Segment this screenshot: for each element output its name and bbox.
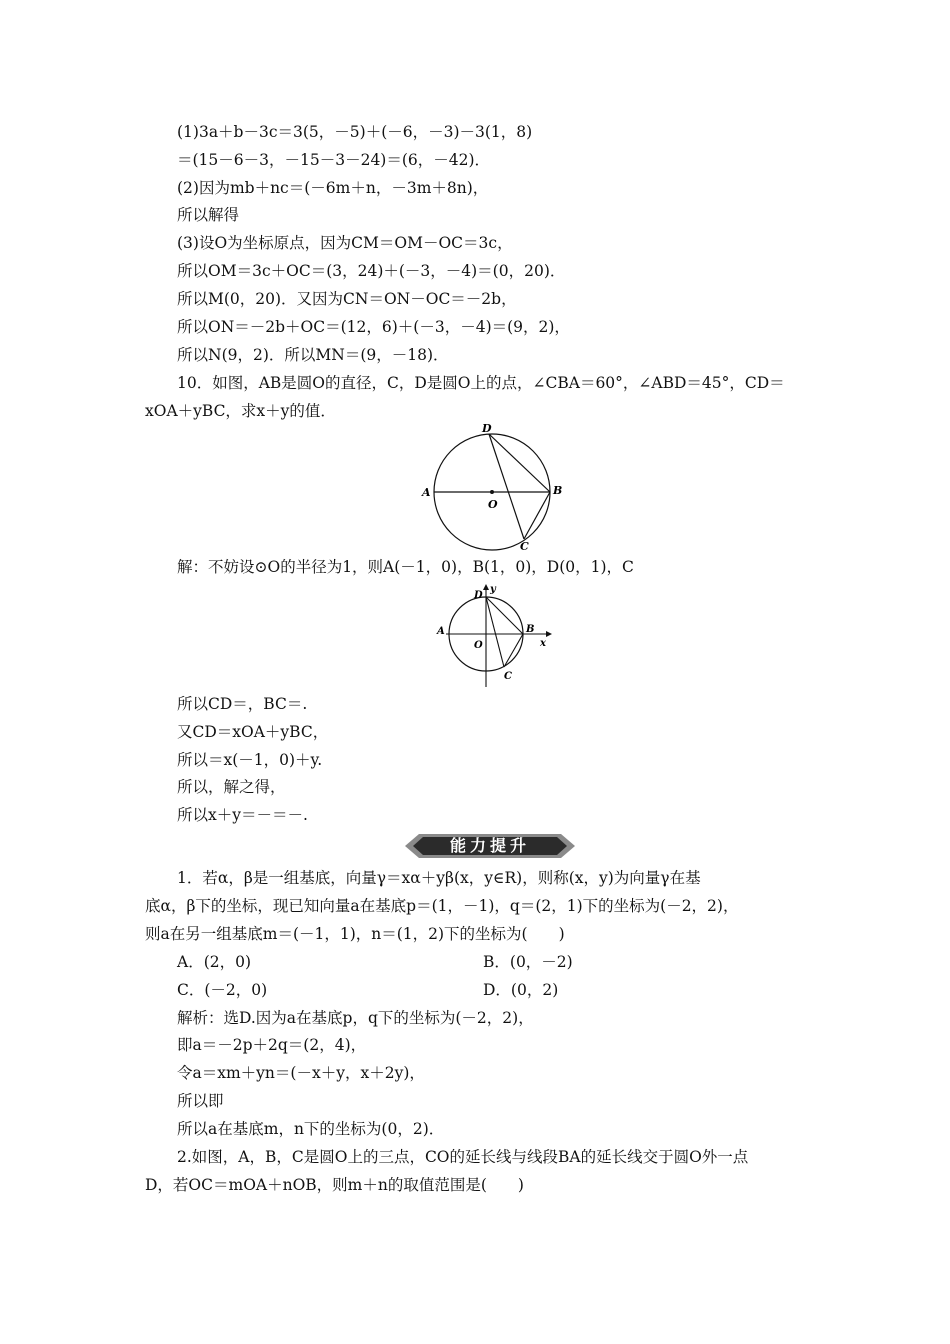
q1-stem-line-3: 则a在另一组基底m＝(－1，1)，n＝(1，2)下的坐标为( ) — [145, 925, 565, 943]
solution-line-8: 所以ON＝－2b＋OC＝(12，6)＋(－3，－4)＝(9，2)， — [177, 318, 570, 336]
q1-solution-line-5: 所以a在基底m，n下的坐标为(0，2)． — [177, 1120, 445, 1138]
label-a2: A — [437, 626, 445, 637]
solution-line-7: 所以M(0，20)．又因为CN＝ON－OC＝－2b， — [177, 290, 517, 308]
q1-solution-line-1: 解析：选D.因为a在基底p，q下的坐标为(－2，2)， — [177, 1009, 534, 1027]
section-banner-label: 能力提升 — [449, 836, 530, 855]
label-b: B — [553, 484, 563, 497]
circle-figure-1 — [420, 422, 570, 552]
solution-line-3: (2)因为mb＋nc＝(－6m＋n，－3m＋8n)， — [177, 179, 489, 197]
label-d: D — [482, 422, 492, 435]
solution-10-line-6: 所以x＋y＝－＝－. — [177, 806, 308, 824]
label-c2: C — [504, 671, 512, 682]
label-y-axis: y — [490, 584, 496, 595]
q1-solution-line-2: 即a＝－2p＋2q＝(2，4)， — [177, 1036, 367, 1054]
question-10-line-1: 10．如图，AB是圆O的直径，C，D是圆O上的点，∠CBA＝60°，∠ABD＝45°，CD＝ — [177, 374, 785, 392]
solution-10-line-3: 又CD＝xOA＋yBC， — [177, 723, 329, 741]
label-a: A — [422, 486, 431, 499]
q1-solution-line-4: 所以即 — [177, 1092, 224, 1110]
question-10-line-2: xOA＋yBC，求x＋y的值． — [145, 402, 336, 420]
solution-10-line-2: 所以CD＝，BC＝. — [177, 695, 308, 713]
label-d2: D — [474, 590, 483, 601]
solution-10-line-5: 所以，解之得， — [177, 778, 286, 796]
solution-line-5: (3)设O为坐标原点，因为CM＝OM－OC＝3c， — [177, 234, 513, 252]
label-o: O — [488, 498, 498, 511]
solution-line-2: ＝(15－6－3，－15－3－24)＝(6，－42)． — [177, 151, 491, 169]
solution-10-line-1: 解：不妨设⊙O的半径为1，则A(－1，0)，B(1，0)，D(0，1)，C — [177, 558, 634, 576]
label-x-axis: x — [540, 638, 546, 649]
q1-option-b: B．(0，－2) — [483, 953, 573, 971]
label-o2: O — [474, 640, 483, 651]
solution-line-6: 所以OM＝3c＋OC＝(3，24)＋(－3，－4)＝(0，20)． — [177, 262, 566, 280]
solution-10-line-4: 所以＝x(－1，0)＋y. — [177, 751, 323, 769]
q2-stem-line-1: 2.如图，A，B，C是圆O上的三点，CO的延长线与线段BA的延长线交于圆O外一点 — [177, 1148, 749, 1166]
q1-option-d: D．(0，2) — [483, 981, 559, 999]
q1-solution-line-3: 令a＝xm＋yn＝(－x＋y，x＋2y)， — [177, 1064, 425, 1082]
circle-figure-2 — [432, 582, 562, 690]
q1-option-a: A．(2，0) — [177, 953, 252, 971]
solution-line-9: 所以N(9，2)．所以MN＝(9，－18)． — [177, 346, 449, 364]
q1-stem-line-2: 底α，β下的坐标，现已知向量a在基底p＝(1，－1)，q＝(2，1)下的坐标为(－2，2)， — [145, 897, 739, 915]
q2-stem-line-2: D，若OC＝mOA＋nOB，则m＋n的取值范围是( ) — [145, 1176, 524, 1194]
q1-option-c: C．(－2，0) — [177, 981, 268, 999]
solution-line-1: (1)3a＋b－3c＝3(5，－5)＋(－6，－3)－3(1，8) — [177, 123, 533, 141]
solution-line-4: 所以解得 — [177, 206, 240, 224]
label-b2: B — [526, 624, 535, 635]
q1-stem-line-1: 1．若α，β是一组基底，向量γ＝xα＋yβ(x，y∈R)，则称(x，y)为向量γ在基 — [177, 869, 701, 887]
section-banner — [405, 832, 575, 860]
label-c: C — [520, 540, 529, 552]
